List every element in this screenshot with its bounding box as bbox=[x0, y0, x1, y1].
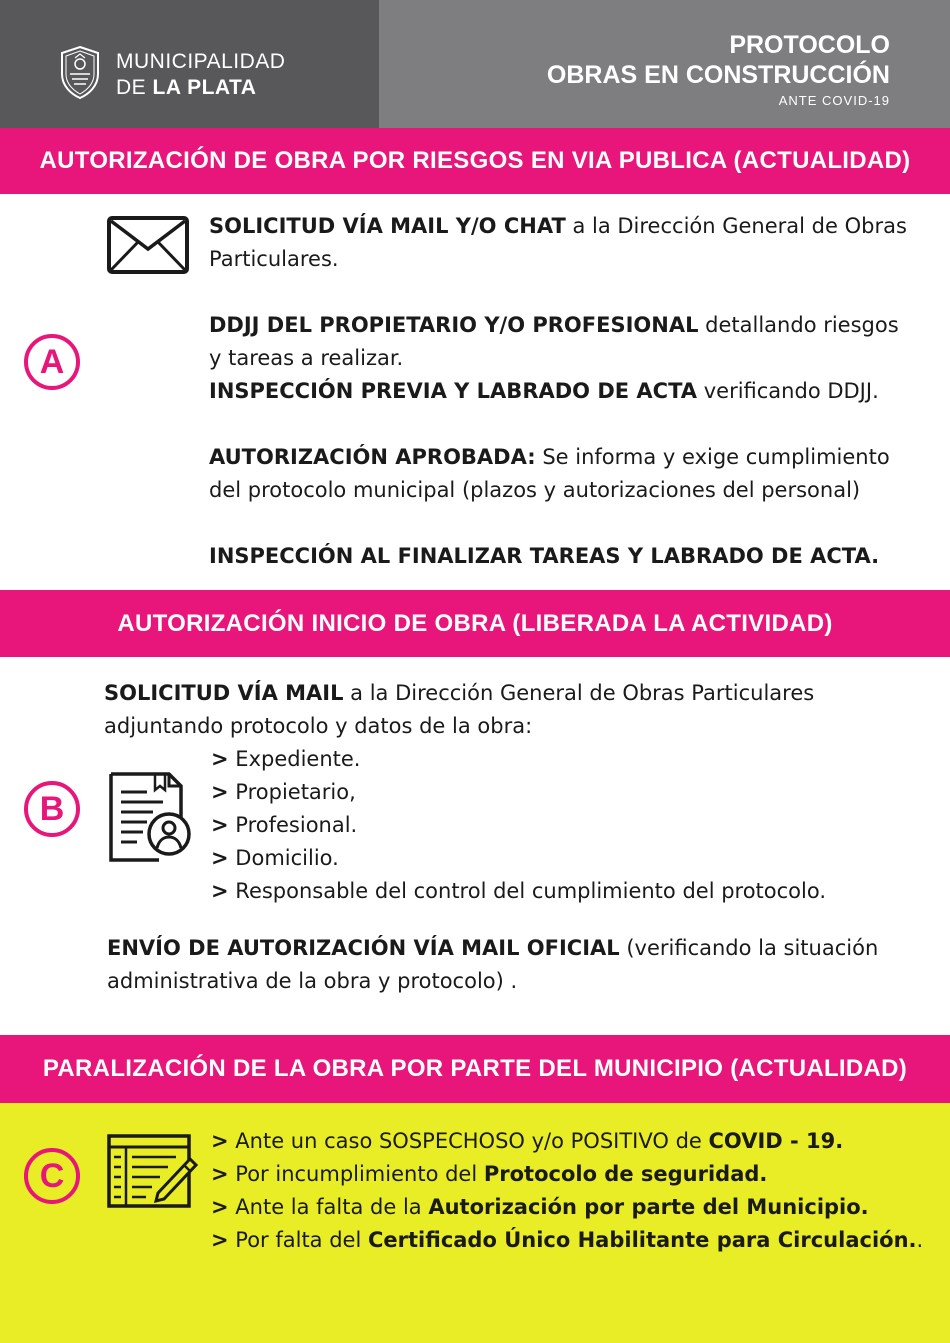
header-brand-panel bbox=[0, 0, 379, 128]
section-c-list bbox=[211, 1125, 923, 1257]
section-b-p2-line2: administrativa de la obra y protocolo) . bbox=[107, 969, 518, 993]
clipboard-pen-icon bbox=[106, 1133, 198, 1209]
list-item bbox=[211, 809, 826, 842]
section-b-letter: B bbox=[24, 781, 80, 837]
list-item-text: Ante la falta de la bbox=[228, 1195, 429, 1219]
list-marker: > bbox=[211, 879, 229, 903]
section-b-text bbox=[104, 677, 814, 743]
section-a-p1-rest: a la Dirección General de Obras bbox=[565, 214, 907, 238]
list-item bbox=[211, 842, 826, 875]
list-marker: > bbox=[211, 813, 229, 837]
section-a-p2-bold: DDJJ DEL PROPIETARIO Y/O PROFESIONAL bbox=[209, 313, 699, 337]
list-marker: > bbox=[211, 747, 229, 771]
section-a-p3 bbox=[209, 375, 907, 408]
section-a-p4 bbox=[209, 441, 907, 474]
section-c-heading: PARALIZACIÓN DE LA OBRA POR PARTE DEL MUNICIPIO (ACTUALIDAD) bbox=[0, 1035, 950, 1103]
section-a-p2-rest: detallando riesgos bbox=[698, 313, 899, 337]
list-item bbox=[211, 875, 826, 908]
list-item-text: Responsable del control del cumplimiento del protocolo. bbox=[235, 879, 827, 903]
list-item bbox=[211, 1224, 923, 1257]
list-item-bold: Protocolo de seguridad. bbox=[483, 1162, 768, 1186]
title-line-2: OBRAS EN CONSTRUCCIÓN bbox=[546, 61, 890, 89]
section-b-p1-line2: adjuntando protocolo y datos de la obra: bbox=[104, 714, 533, 738]
title-line-1: PROTOCOLO bbox=[729, 31, 890, 59]
brand-line-2 bbox=[116, 75, 285, 101]
section-a-p4-rest: Se informa y exige cumplimiento bbox=[535, 445, 890, 469]
header-title-panel bbox=[379, 0, 950, 128]
list-item-text: Expediente. bbox=[235, 747, 361, 771]
section-a-p3-bold: INSPECCIÓN PREVIA Y LABRADO DE ACTA bbox=[209, 379, 698, 403]
list-item-suffix: . bbox=[916, 1228, 924, 1252]
list-marker: > bbox=[211, 1195, 229, 1219]
section-b-p1-bold: SOLICITUD VÍA MAIL bbox=[104, 681, 344, 705]
section-a-p2-line2: y tareas a realizar. bbox=[209, 346, 404, 370]
brand-line-2-city: LA PLATA bbox=[152, 76, 257, 99]
list-item-text: Ante un caso SOSPECHOSO y/o POSITIVO de bbox=[228, 1129, 709, 1153]
list-item bbox=[211, 1158, 923, 1191]
list-item-text: Por incumplimiento del bbox=[228, 1162, 484, 1186]
section-b-p2-bold: ENVÍO DE AUTORIZACIÓN VÍA MAIL OFICIAL bbox=[107, 936, 620, 960]
header bbox=[0, 0, 950, 128]
brand-line-2-prefix: DE bbox=[116, 76, 153, 99]
section-c-letter: C bbox=[24, 1148, 80, 1204]
section-a-letter: A bbox=[24, 334, 80, 390]
list-item-text: Profesional. bbox=[235, 813, 358, 837]
envelope-icon bbox=[106, 215, 190, 275]
section-b-list bbox=[211, 743, 826, 908]
list-item bbox=[211, 776, 826, 809]
section-b-p1 bbox=[104, 677, 814, 710]
list-item bbox=[211, 743, 826, 776]
section-a-p5 bbox=[209, 540, 907, 573]
list-marker: > bbox=[211, 846, 229, 870]
section-b-text-2 bbox=[107, 932, 878, 998]
list-marker: > bbox=[211, 1129, 229, 1153]
section-b-heading: AUTORIZACIÓN INICIO DE OBRA (LIBERADA LA ACTIVIDAD) bbox=[0, 590, 950, 657]
section-a-p2 bbox=[209, 309, 907, 342]
list-item-bold: Autorización por parte del Municipio. bbox=[428, 1195, 869, 1219]
list-marker: > bbox=[211, 1228, 229, 1252]
section-b-p1-rest: a la Dirección General de Obras Particulares bbox=[343, 681, 815, 705]
list-item-text: Por falta del bbox=[228, 1228, 368, 1252]
section-a-p3-rest: verificando DDJJ. bbox=[697, 379, 879, 403]
brand-name bbox=[116, 49, 285, 101]
list-marker: > bbox=[211, 780, 229, 804]
list-item-bold: COVID - 19. bbox=[708, 1129, 844, 1153]
list-marker: > bbox=[211, 1162, 229, 1186]
section-a-text bbox=[209, 210, 907, 573]
list-item-bold: Certificado Único Habilitante para Circulación. bbox=[368, 1228, 917, 1252]
section-b-p2 bbox=[107, 932, 878, 965]
section-a-p5-bold: INSPECCIÓN AL FINALIZAR TAREAS Y LABRADO DE ACTA. bbox=[209, 544, 880, 568]
brand-line-1: MUNICIPALIDAD bbox=[116, 50, 286, 73]
section-a-p4-bold: AUTORIZACIÓN APROBADA: bbox=[209, 445, 536, 469]
list-item bbox=[211, 1125, 923, 1158]
section-a-heading: AUTORIZACIÓN DE OBRA POR RIESGOS EN VIA PUBLICA (ACTUALIDAD) bbox=[0, 128, 950, 194]
section-a-p1-line2: Particulares. bbox=[209, 247, 339, 271]
municipal-seal-icon bbox=[56, 44, 104, 100]
list-item-text: Domicilio. bbox=[235, 846, 339, 870]
section-a-p1-bold: SOLICITUD VÍA MAIL Y/O CHAT bbox=[209, 214, 566, 238]
list-item bbox=[211, 1191, 923, 1224]
section-a-p4-line2: del protocolo municipal (plazos y autorizaciones del personal) bbox=[209, 478, 861, 502]
list-item-text: Propietario, bbox=[235, 780, 356, 804]
section-b-p2-rest: (verificando la situación bbox=[619, 936, 879, 960]
section-a-p1 bbox=[209, 210, 907, 243]
document-person-icon bbox=[107, 770, 195, 864]
page-title bbox=[547, 30, 890, 112]
title-line-3: ANTE COVID-19 bbox=[778, 93, 890, 108]
